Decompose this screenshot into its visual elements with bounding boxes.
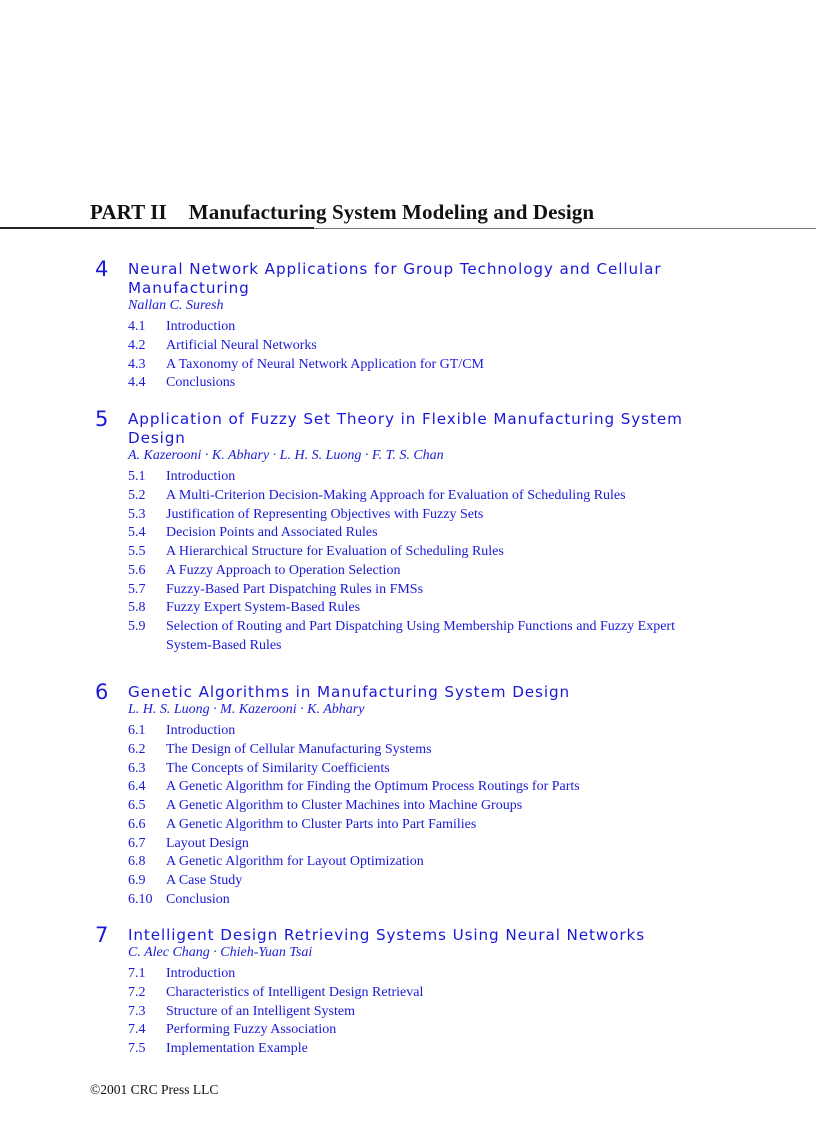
- chapter-number: 7: [95, 923, 109, 947]
- section-title: A Fuzzy Approach to Operation Selection: [166, 562, 401, 578]
- chapter-title-link[interactable]: Intelligent Design Retrieving Systems Using Neural Networks: [128, 926, 646, 944]
- section-title: A Hierarchical Structure for Evaluation of Scheduling Rules: [166, 544, 504, 559]
- section-title: A Genetic Algorithm to Cluster Machines into Machine Groups: [166, 798, 523, 813]
- section-number: 7.1: [128, 966, 146, 981]
- section-title: A Genetic Algorithm to Cluster Parts into Part Families: [166, 816, 477, 832]
- chapter-title-link[interactable]: Neural Network Applications for Group Technology and Cellular Manufacturing: [128, 260, 662, 297]
- section-number: 5.2: [128, 487, 146, 503]
- section-title: Conclusion: [166, 891, 230, 907]
- section-number: 6.1: [128, 723, 146, 738]
- section-number: 5.9: [128, 619, 146, 634]
- chapter-title-link[interactable]: Genetic Algorithms in Manufacturing System Design: [128, 683, 571, 701]
- section-number: 4.1: [128, 319, 146, 334]
- section-number: 4.2: [128, 337, 146, 353]
- chapter-authors: Nallan C. Suresh: [128, 298, 224, 313]
- section-title: A Genetic Algorithm for Layout Optimization: [166, 854, 424, 870]
- section-number: 6.2: [128, 741, 146, 757]
- section-number: 6.10: [128, 891, 153, 907]
- section-number: 7.2: [128, 984, 146, 1000]
- chapter-authors: L. H. S. Luong · M. Kazerooni · K. Abhary: [128, 702, 365, 717]
- section-number: 5.4: [128, 525, 146, 541]
- section-title: Introduction: [166, 319, 236, 334]
- section-number: 6.7: [128, 835, 146, 851]
- section-title: Fuzzy-Based Part Dispatching Rules in FMSs: [166, 581, 424, 597]
- section-number: 6.6: [128, 816, 146, 832]
- section-number: 6.5: [128, 798, 146, 813]
- section-number: 6.8: [128, 854, 146, 870]
- section-number: 5.1: [128, 469, 146, 484]
- chapter-number: 4: [95, 257, 109, 281]
- section-number: 7.5: [128, 1041, 146, 1056]
- section-title: A Multi-Criterion Decision-Making Approach for Evaluation of Scheduling Rules: [166, 487, 626, 503]
- chapter-title-link[interactable]: Application of Fuzzy Set Theory in Flexible Manufacturing System Design: [128, 410, 683, 447]
- section-title: A Case Study: [166, 873, 243, 888]
- chapter-authors: A. Kazerooni · K. Abhary · L. H. S. Luong · F. T. S. Chan: [128, 448, 444, 463]
- section-title: Performing Fuzzy Association: [166, 1022, 337, 1038]
- section-title: Introduction: [166, 966, 236, 981]
- section-title: Selection of Routing and Part Dispatching Using Membership Functions and Fuzzy Expert System-Based Rules: [166, 619, 675, 653]
- section-number: 6.4: [128, 779, 146, 795]
- section-number: 5.5: [128, 544, 146, 559]
- chapter-number: 5: [95, 407, 109, 431]
- copyright-footer: ©2001 CRC Press LLC: [90, 1082, 219, 1097]
- section-number: 5.3: [128, 506, 146, 522]
- section-title: Decision Points and Associated Rules: [166, 525, 378, 541]
- section-title: Implementation Example: [166, 1041, 308, 1056]
- section-title: Characteristics of Intelligent Design Retrieval: [166, 984, 424, 1000]
- section-title: The Concepts of Similarity Coefficients: [166, 760, 390, 776]
- section-title: Structure of an Intelligent System: [166, 1003, 355, 1019]
- chapter-authors: C. Alec Chang · Chieh-Yuan Tsai: [128, 945, 313, 960]
- section-number: 6.9: [128, 873, 146, 888]
- section-title: Layout Design: [166, 835, 249, 851]
- section-number: 5.6: [128, 562, 146, 578]
- part-label: PART II: [90, 200, 167, 224]
- section-number: 4.4: [128, 375, 146, 391]
- section-title: Introduction: [166, 469, 236, 484]
- section-title: Justification of Representing Objectives with Fuzzy Sets: [166, 506, 484, 522]
- section-title: A Taxonomy of Neural Network Application for GT/CM: [166, 356, 484, 372]
- section-number: 5.8: [128, 600, 146, 616]
- section-number: 5.7: [128, 581, 146, 597]
- section-number: 4.3: [128, 356, 146, 372]
- section-number: 7.4: [128, 1022, 146, 1038]
- section-number: 6.3: [128, 760, 146, 776]
- section-title: Fuzzy Expert System-Based Rules: [166, 600, 361, 616]
- chapter-number: 6: [95, 680, 109, 704]
- section-title: Conclusions: [166, 375, 236, 391]
- section-title: Artificial Neural Networks: [166, 337, 317, 353]
- section-title: Introduction: [166, 723, 236, 738]
- section-title: A Genetic Algorithm for Finding the Optimum Process Routings for Parts: [166, 779, 580, 795]
- part-name: Manufacturing System Modeling and Design: [188, 200, 595, 224]
- section-title: The Design of Cellular Manufacturing Systems: [166, 741, 432, 757]
- section-number: 7.3: [128, 1003, 146, 1019]
